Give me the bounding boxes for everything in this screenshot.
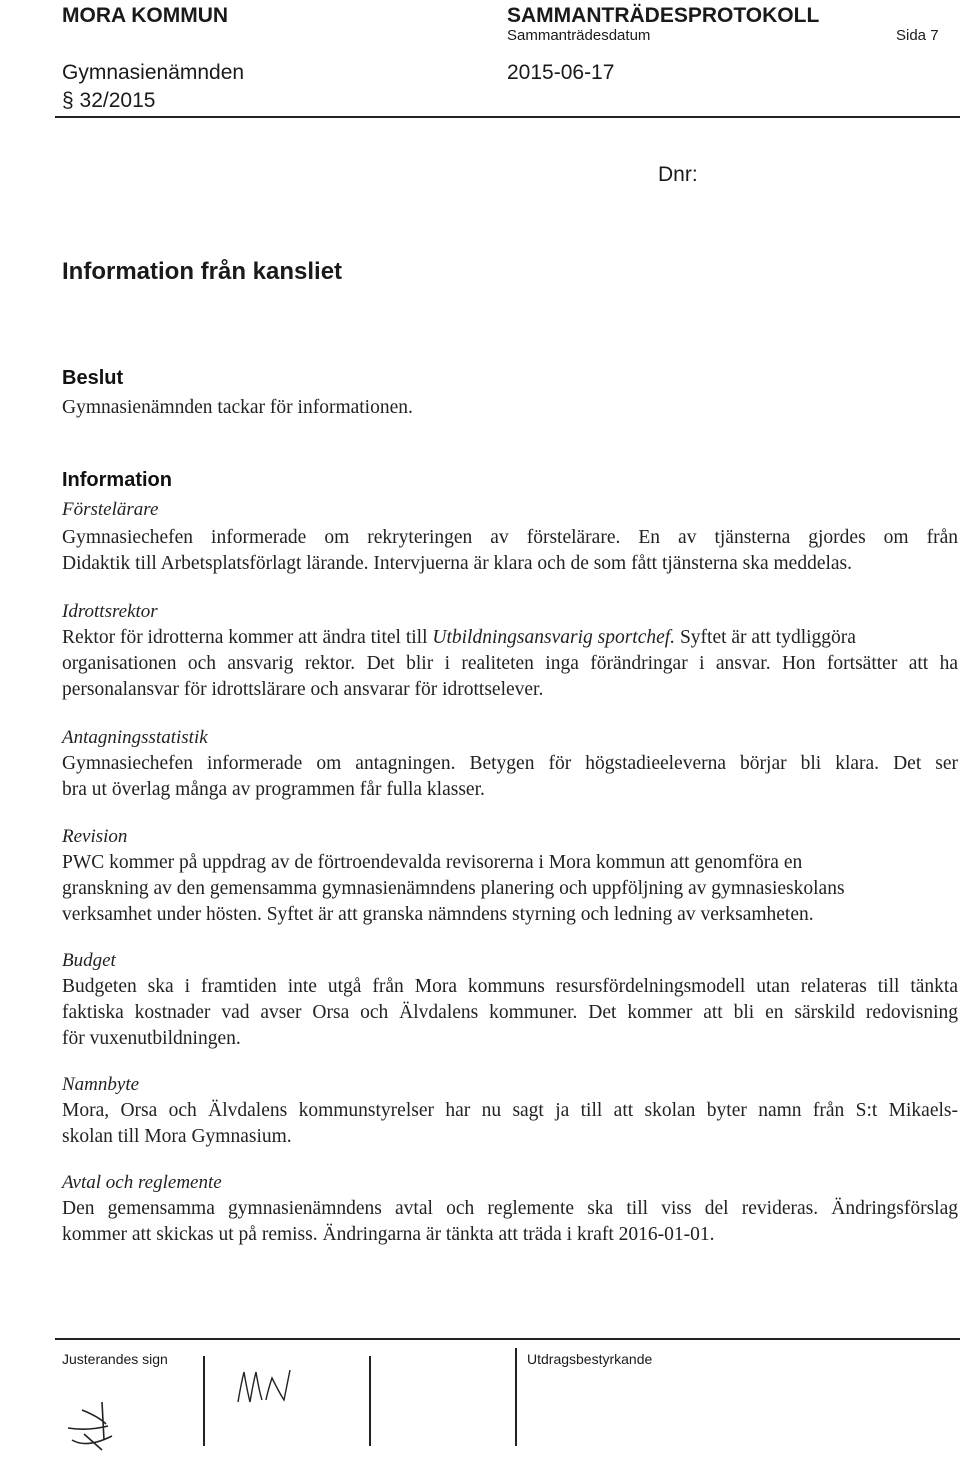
text-line: Didaktik till Arbetsplatsförlagt lärande. Intervjuerna är klara och de som fått tjänsterna ska meddelas.	[62, 553, 853, 574]
text-line: PWC kommer på uppdrag av de förtroendevalda revisorerna i Mora kommun att genomföra en	[62, 852, 803, 873]
text-line: faktiska kostnader vad avser Orsa och Älvdalens kommuner. Det kommer att bli en särskild redovisning	[62, 1002, 958, 1023]
text-segment: Rektor för idrotterna kommer att ändra titel till	[62, 627, 433, 648]
text-line: Den gemensamma gymnasienämndens avtal och reglemente ska till viss del revideras. Ändringsförslag	[62, 1198, 958, 1219]
signature-initials-2	[232, 1366, 302, 1416]
dnr-label: Dnr:	[658, 163, 698, 186]
subheading-avtal: Avtal och reglemente	[62, 1172, 222, 1193]
paragraph-idrottsrektor	[62, 625, 958, 703]
paragraph-budget	[62, 974, 958, 1052]
committee-name: Gymnasienämnden	[62, 61, 245, 84]
italic-title: Utbildningsansvarig sportchef.	[432, 627, 676, 648]
footer-rule	[55, 1338, 960, 1340]
text-line: kommer att skickas ut på remiss. Ändringarna är tänkta att träda i kraft 2016-01-01.	[62, 1224, 715, 1245]
subheading-revision: Revision	[62, 826, 128, 847]
beslut-text: Gymnasienämnden tackar för informationen.	[62, 397, 413, 418]
subheading-idrottsrektor: Idrottsrektor	[62, 601, 158, 622]
header-rule	[55, 116, 960, 118]
text-segment: Syftet är att tydliggöra	[675, 627, 856, 648]
paragraph-antagningsstatistik	[62, 751, 958, 803]
subheading-antagningsstatistik: Antagningsstatistik	[62, 727, 208, 748]
sign-divider-1	[203, 1356, 205, 1446]
paragraph-revision	[62, 850, 958, 928]
subheading-namnbyte: Namnbyte	[62, 1074, 140, 1095]
subheading-budget: Budget	[62, 950, 116, 971]
paragraph-avtal	[62, 1196, 958, 1248]
text-line: Mora, Orsa och Älvdalens kommunstyrelser har nu sagt ja till att skolan byter namn från S:t Mikaels-	[62, 1100, 958, 1121]
paragraph-number: § 32/2015	[62, 89, 156, 112]
text-line: Budgeten ska i framtiden inte utgå från Mora kommuns resursfördelningsmodell utan relateras till tänkta	[62, 976, 958, 997]
information-heading: Information	[62, 469, 172, 491]
text-line: Gymnasiechefen informerade om antagningen. Betygen för högstadieeleverna börjar bli klara. Det ser	[62, 753, 958, 774]
text-line: skolan till Mora Gymnasium.	[62, 1126, 292, 1147]
paragraph-forstelarare	[62, 525, 958, 577]
text-line: Gymnasiechefen informerade om rekryteringen av förstelärare. En av tjänsterna gjordes om från	[62, 527, 958, 548]
extract-label: Utdragsbestyrkande	[527, 1351, 653, 1367]
sign-divider-2	[369, 1356, 371, 1446]
text-line: granskning av den gemensamma gymnasienämndens planering och uppföljning av gymnasieskolans	[62, 878, 845, 899]
date-label: Sammanträdesdatum	[507, 27, 651, 44]
beslut-heading: Beslut	[62, 367, 124, 389]
doc-type: SAMMANTRÄDESPROTOKOLL	[507, 4, 820, 27]
text-line: personalansvar för idrottslärare och ansvarar för idrottselever.	[62, 679, 544, 700]
text-line	[62, 625, 958, 651]
signature-initials-1	[62, 1400, 142, 1455]
sign-divider-3	[515, 1348, 517, 1446]
page-title: Information från kansliet	[62, 258, 343, 285]
text-line: för vuxenutbildningen.	[62, 1028, 241, 1049]
page-number: Sida 7	[896, 27, 939, 44]
meeting-date: 2015-06-17	[507, 61, 615, 84]
sign-label: Justerandes sign	[62, 1351, 168, 1367]
text-line: verksamhet under hösten. Syftet är att granska nämndens styrning och ledning av verksamheten.	[62, 904, 814, 925]
subheading-forstelarare: Förstelärare	[62, 499, 159, 520]
text-line: bra ut överlag många av programmen får fulla klasser.	[62, 779, 485, 800]
paragraph-namnbyte	[62, 1098, 958, 1150]
text-line: organisationen och ansvarig rektor. Det blir i realiteten inga förändringar i ansvar. Hon fortsätter att ha	[62, 653, 958, 674]
org-name: MORA KOMMUN	[62, 4, 229, 27]
